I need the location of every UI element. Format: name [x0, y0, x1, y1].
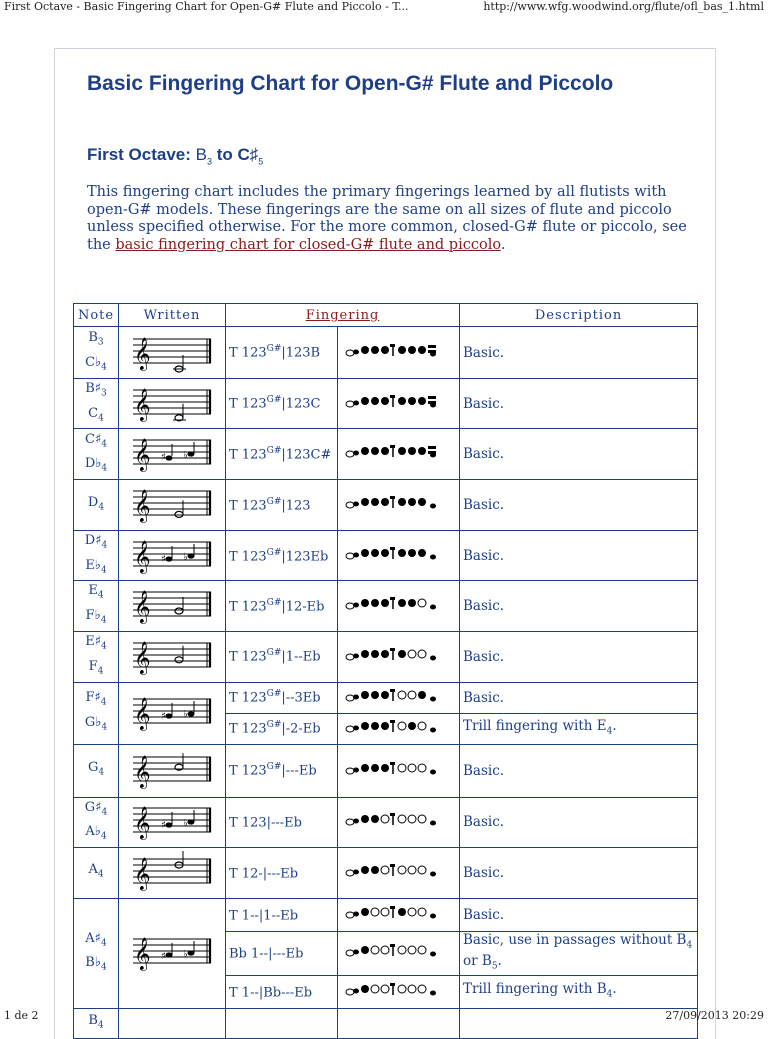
- fingering-diagram: [338, 682, 460, 713]
- table-row: [74, 631, 698, 682]
- description: Trill fingering with $E_4$.: [460, 713, 698, 744]
- svg-text:𝄞: 𝄞: [134, 856, 151, 890]
- description: Basic.: [460, 480, 698, 531]
- description: Basic.: [460, 631, 698, 682]
- fingering-text: T $123^{G\#}|123C$: [226, 379, 338, 429]
- fingering-table: [73, 303, 698, 1039]
- svg-text:♭: ♭: [183, 709, 188, 721]
- note-name: $D♯_4$ $E♭_4$: [74, 531, 119, 581]
- fingering-text: T $123^{G\#}|1--Eb$: [226, 631, 338, 682]
- svg-text:𝄞: 𝄞: [134, 937, 151, 971]
- key-diagram-icon: [342, 980, 454, 1000]
- description: Basic.: [460, 847, 698, 898]
- key-diagram-icon: [342, 810, 454, 830]
- fingering-text: T 123|---Eb: [226, 797, 338, 847]
- fingering-text: T 1--|1--Eb: [226, 898, 338, 931]
- table-row: [74, 744, 698, 797]
- written-notation: [119, 480, 226, 531]
- table-row: [74, 682, 698, 713]
- fingering-text: T $123^{G\#}|-2-Eb$: [226, 713, 338, 744]
- note-name: $B_3$ $C♭_4$: [74, 327, 119, 379]
- key-diagram-icon: [342, 594, 454, 614]
- page-url[interactable]: http://www.wfg.woodwind.org/flute/ofl_bas_1.html: [483, 0, 764, 13]
- note-name: $F♯_4$ $G♭_4$: [74, 682, 119, 744]
- fingering-text: T $123^{G\#}|123Eb$: [226, 531, 338, 581]
- note-name: $G_4$: [74, 744, 119, 797]
- description: Basic.: [460, 898, 698, 931]
- svg-text:𝄞: 𝄞: [134, 489, 151, 523]
- staff-notation-icon: [131, 691, 213, 735]
- staff-notation-icon: [131, 931, 213, 975]
- description: Trill fingering with $B_4$.: [460, 976, 698, 1009]
- note-name: $B♯_3$ $C_4$: [74, 379, 119, 429]
- svg-text:♯: ♯: [161, 553, 166, 565]
- fingering-diagram: [338, 931, 460, 975]
- print-footer: [0, 1008, 768, 1024]
- header-written: Written: [119, 304, 226, 327]
- written-notation: [119, 631, 226, 682]
- note-name: $C♯_4$ $D♭_4$: [74, 429, 119, 480]
- header-note: Note: [74, 304, 119, 327]
- fingering-text: T $123^{G\#}|12-Eb$: [226, 581, 338, 631]
- svg-text:𝄞: 𝄞: [134, 438, 151, 472]
- key-diagram-icon: [342, 861, 454, 881]
- fingering-diagram: [338, 898, 460, 931]
- staff-notation-icon: [131, 331, 213, 375]
- description: Basic.: [460, 379, 698, 429]
- svg-text:♭: ♭: [183, 551, 188, 563]
- table-row: [74, 379, 698, 429]
- key-diagram-icon: [342, 442, 454, 462]
- key-diagram-icon: [342, 941, 454, 961]
- description: Basic.: [460, 744, 698, 797]
- key-diagram-icon: [342, 544, 454, 564]
- fingering-diagram: [338, 379, 460, 429]
- table-row: [74, 480, 698, 531]
- closed-g-chart-link[interactable]: basic fingering chart for closed-G# flute and piccolo: [115, 236, 501, 253]
- fingering-text: T $123^{G\#}|123$: [226, 480, 338, 531]
- written-notation: [119, 531, 226, 581]
- table-row: [74, 327, 698, 379]
- description: Basic.: [460, 797, 698, 847]
- svg-text:𝄞: 𝄞: [134, 589, 151, 623]
- svg-text:♯: ♯: [161, 820, 166, 832]
- note-name: $A_4$: [74, 847, 119, 898]
- table-row: [74, 797, 698, 847]
- table-row: [74, 581, 698, 631]
- svg-text:♭: ♭: [183, 450, 188, 462]
- page-number: 1 de 2: [4, 1009, 39, 1022]
- page-title: Basic Fingering Chart for Open-G# Flute and Piccolo: [87, 72, 614, 95]
- svg-text:♯: ♯: [161, 951, 166, 963]
- header-fingering[interactable]: Fingering: [226, 304, 460, 327]
- key-diagram-icon: [342, 717, 454, 737]
- intro-paragraph: This fingering chart includes the primary fingerings learned by all flutists with open-G# models. These fingerings are the same on all sizes of flute and piccolo unless specified otherwise. For the more common, closed-G# flute or piccolo, see the basic fingering chart for closed-G# flute and piccolo.: [87, 184, 687, 253]
- written-notation: [119, 898, 226, 1008]
- table-header-row: [74, 304, 698, 327]
- svg-text:♯: ♯: [161, 711, 166, 723]
- fingering-text: T $123^{G\#}|123C\#$: [226, 429, 338, 480]
- description: Basic.: [460, 429, 698, 480]
- written-notation: [119, 429, 226, 480]
- svg-text:♭: ♭: [183, 949, 188, 961]
- fingering-diagram: [338, 976, 460, 1009]
- fingering-text: T $123^{G\#}|123B$: [226, 327, 338, 379]
- note-name: $G♯_4$ $A♭_4$: [74, 797, 119, 847]
- description: Basic, use in passages without $B_4$ or $B_5$.: [460, 931, 698, 975]
- fingering-diagram: [338, 480, 460, 531]
- fingering-text: T 12-|---Eb: [226, 847, 338, 898]
- page-title-header: First Octave - Basic Fingering Chart for Open-G# Flute and Piccolo - T...: [4, 0, 409, 13]
- staff-notation-icon: [131, 635, 213, 679]
- fingering-diagram: [338, 327, 460, 379]
- print-datetime: 27/09/2013 20:29: [665, 1009, 764, 1022]
- key-diagram-icon: [342, 341, 454, 361]
- header-description: Description: [460, 304, 698, 327]
- fingering-diagram: [338, 581, 460, 631]
- svg-text:𝄞: 𝄞: [134, 697, 151, 731]
- note-name: $E♯_4$ $F_4$: [74, 631, 119, 682]
- fingering-diagram: [338, 713, 460, 744]
- description: Basic.: [460, 682, 698, 713]
- written-notation: [119, 797, 226, 847]
- written-notation: [119, 847, 226, 898]
- staff-notation-icon: [131, 584, 213, 628]
- fingering-text: T $123^{G\#}|--3Eb$: [226, 682, 338, 713]
- svg-text:𝄞: 𝄞: [134, 754, 151, 788]
- key-diagram-icon: [342, 493, 454, 513]
- fingering-text: T 1--|Bb---Eb: [226, 976, 338, 1009]
- note-name: $E_4$ $F♭_4$: [74, 581, 119, 631]
- svg-text:𝄞: 𝄞: [134, 640, 151, 674]
- svg-text:𝄞: 𝄞: [134, 387, 151, 421]
- staff-notation-icon: [131, 800, 213, 844]
- description: Basic.: [460, 327, 698, 379]
- svg-text:𝄞: 𝄞: [134, 336, 151, 370]
- key-diagram-icon: [342, 645, 454, 665]
- written-notation: [119, 744, 226, 797]
- svg-text:𝄞: 𝄞: [134, 539, 151, 573]
- staff-notation-icon: [131, 483, 213, 527]
- svg-text:♭: ♭: [183, 818, 188, 830]
- description: Basic.: [460, 581, 698, 631]
- fingering-diagram: [338, 631, 460, 682]
- key-diagram-icon: [342, 392, 454, 412]
- written-notation: [119, 581, 226, 631]
- written-notation: [119, 327, 226, 379]
- fingering-diagram: [338, 429, 460, 480]
- fingering-text: Bb 1--|---Eb: [226, 931, 338, 975]
- table-row: [74, 429, 698, 480]
- table-row: [74, 898, 698, 931]
- written-notation: [119, 379, 226, 429]
- note-name: $A♯_4$ $B♭_4$: [74, 898, 119, 1008]
- note-name: $D_4$: [74, 480, 119, 531]
- fingering-text: T $123^{G\#}|---Eb$: [226, 744, 338, 797]
- written-notation: [119, 682, 226, 744]
- section-title: First Octave: $B_3$ to $C♯_5$: [87, 145, 264, 167]
- fingering-diagram: [338, 744, 460, 797]
- staff-notation-icon: [131, 749, 213, 793]
- svg-text:𝄞: 𝄞: [134, 806, 151, 840]
- print-header: [0, 0, 768, 14]
- table-row: [74, 847, 698, 898]
- note-name: $B_4$: [74, 1009, 119, 1039]
- fingering-diagram: [338, 531, 460, 581]
- description: Basic.: [460, 531, 698, 581]
- key-diagram-icon: [342, 686, 454, 706]
- fingering-diagram: [338, 797, 460, 847]
- staff-notation-icon: [131, 382, 213, 426]
- fingering-diagram: [338, 847, 460, 898]
- key-diagram-icon: [342, 759, 454, 779]
- staff-notation-icon: [131, 534, 213, 578]
- key-diagram-icon: [342, 903, 454, 923]
- staff-notation-icon: [131, 432, 213, 476]
- svg-text:♯: ♯: [161, 452, 166, 464]
- staff-notation-icon: [131, 851, 213, 895]
- table-row: [74, 531, 698, 581]
